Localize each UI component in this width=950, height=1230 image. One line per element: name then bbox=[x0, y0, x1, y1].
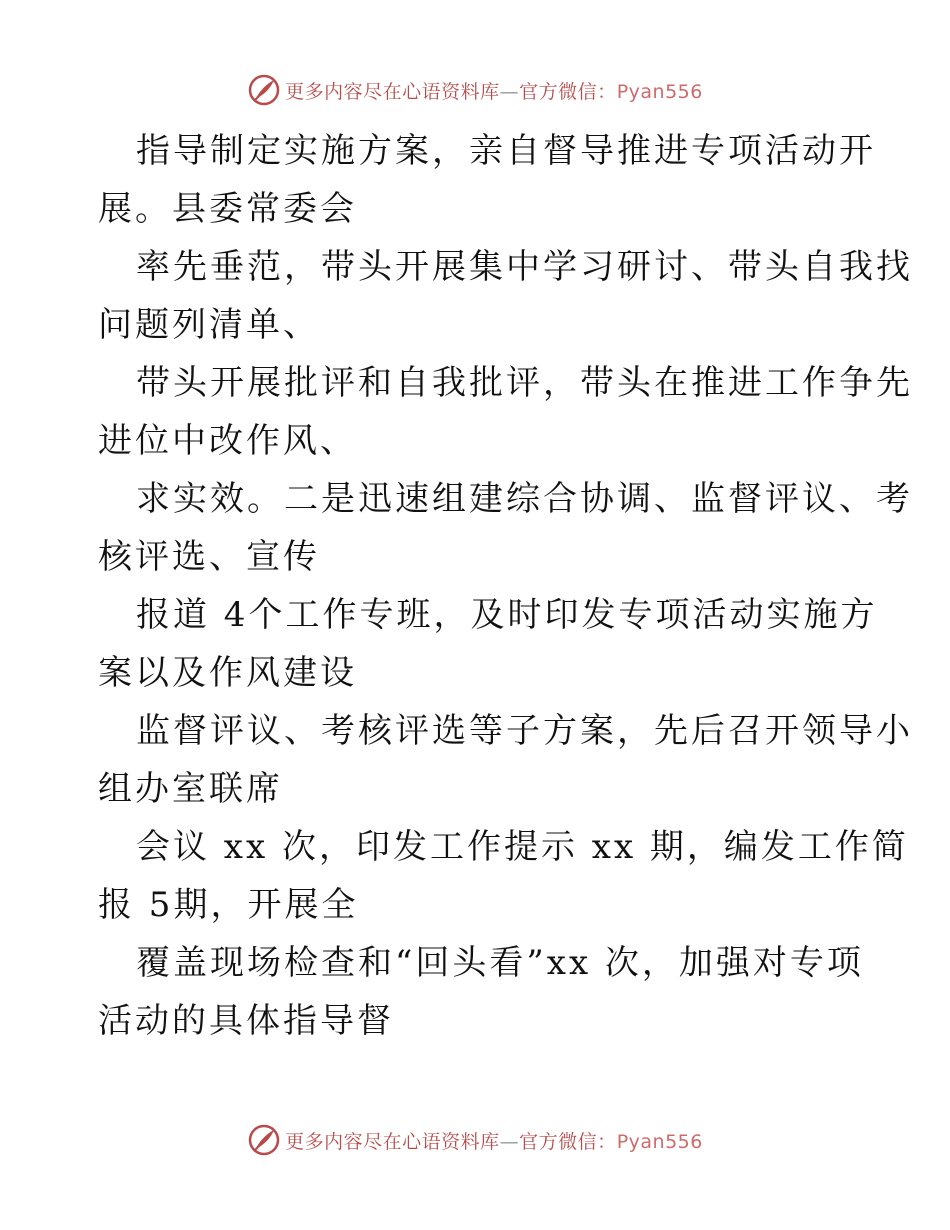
watermark-separator: — bbox=[499, 80, 520, 103]
watermark-main: 更多内容尽在心语资料库 bbox=[285, 80, 500, 103]
watermark-official: 官方微信： bbox=[519, 1130, 617, 1153]
paragraph-1-line-1: 指导制定实施方案，亲自督导推进专项活动开 bbox=[136, 131, 876, 171]
paragraph-6-line-1: 监督评议、考核评选等子方案，先后召开领导小 bbox=[136, 711, 913, 751]
quill-pen-logo-icon bbox=[247, 73, 281, 107]
header-watermark bbox=[0, 70, 950, 110]
watermark-official: 官方微信： bbox=[519, 80, 617, 103]
paragraph-7-line-1: 会议 xx 次，印发工作提示 xx 期，编发工作简 bbox=[136, 827, 909, 867]
paragraph-2-line-2: 问题列清单、 bbox=[98, 305, 320, 345]
paragraph-7-line-2: 报 5期，开展全 bbox=[98, 885, 359, 925]
paragraph-8-line-1: 覆盖现场检查和“回头看”xx 次，加强对专项 bbox=[136, 943, 864, 983]
footer-watermark bbox=[0, 1120, 950, 1160]
document-body bbox=[98, 122, 913, 1050]
watermark-main: 更多内容尽在心语资料库 bbox=[285, 1130, 500, 1153]
watermark-brand: Pyan556 bbox=[616, 1130, 703, 1153]
watermark-text bbox=[285, 77, 703, 104]
watermark-separator: — bbox=[499, 1130, 520, 1153]
paragraph-1-line-2: 展。县委常委会 bbox=[98, 189, 357, 229]
paragraph-6-line-2: 组办室联席 bbox=[98, 769, 283, 809]
paragraph-5-line-2: 案以及作风建设 bbox=[98, 653, 357, 693]
paragraph-4-line-1: 求实效。二是迅速组建综合协调、监督评议、考 bbox=[136, 479, 913, 519]
paragraph-3-line-2: 进位中改作风、 bbox=[98, 421, 357, 461]
paragraph-3-line-1: 带头开展批评和自我批评，带头在推进工作争先 bbox=[136, 363, 913, 403]
paragraph-2-line-1: 率先垂范，带头开展集中学习研讨、带头自我找 bbox=[136, 247, 913, 287]
paragraph-4-line-2: 核评选、宣传 bbox=[98, 537, 320, 577]
watermark-brand: Pyan556 bbox=[616, 80, 703, 103]
paragraph-8-line-2: 活动的具体指导督 bbox=[98, 1001, 394, 1041]
paragraph-5-line-1: 报道 4个工作专班，及时印发专项活动实施方 bbox=[136, 595, 878, 635]
watermark-text bbox=[285, 1127, 703, 1154]
quill-pen-logo-icon bbox=[247, 1123, 281, 1157]
